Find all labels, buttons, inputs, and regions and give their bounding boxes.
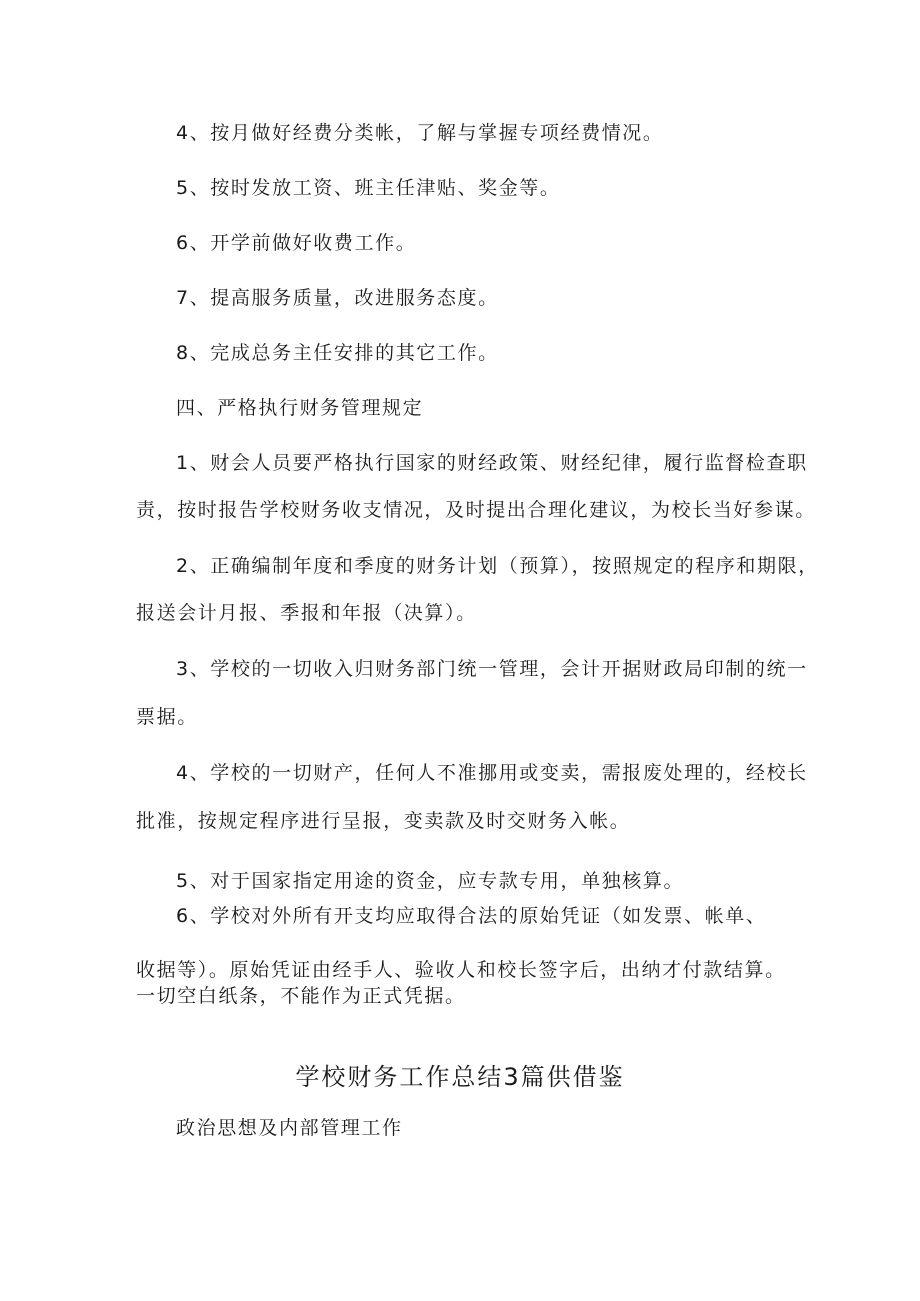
rule-6-line-3: 一切空白纸条，不能作为正式凭据。: [136, 985, 466, 1007]
item-4-accounts: 4、按月做好经费分类帐，了解与掌握专项经费情况。: [176, 122, 664, 144]
item-7-service: 7、提高服务质量，改进服务态度。: [176, 287, 499, 309]
rule-2-line-1: 2、正确编制年度和季度的财务计划（预算），按照规定的程序和期限，: [176, 555, 819, 577]
rule-3-line-1: 3、学校的一切收入归财务部门统一管理，会计开据财政局印制的统一: [176, 658, 808, 680]
rule-1-line-1: 1、财会人员要严格执行国家的财经政策、财经纪律，履行监督检查职: [176, 452, 808, 474]
rule-5: 5、对于国家指定用途的资金，应专款专用，单独核算。: [176, 870, 685, 892]
rule-2-line-2: 报送会计月报、季报和年报（决算）。: [136, 602, 477, 624]
rule-6-line-2: 收据等）。原始凭证由经手人、验收人和校长签字后，出纳才付款结算。: [136, 959, 786, 981]
rule-6-line-1: 6、学校对外所有开支均应取得合法的原始凭证（如发票、帐单、: [176, 905, 767, 927]
section-4-heading: 四、严格执行财务管理规定: [176, 397, 424, 419]
rule-4-line-2: 批准，按规定程序进行呈报，变卖款及时交财务入帐。: [136, 810, 631, 832]
rule-4-line-1: 4、学校的一切财产，任何人不准挪用或变卖，需报废处理的，经校长: [176, 762, 808, 784]
item-5-wages: 5、按时发放工资、班主任津贴、奖金等。: [176, 177, 561, 199]
sub-heading: 政治思想及内部管理工作: [176, 1117, 403, 1139]
rule-3-line-2: 票据。: [136, 706, 198, 728]
item-8-other: 8、完成总务主任安排的其它工作。: [176, 342, 499, 364]
document-title: 学校财务工作总结3篇供借鉴: [295, 1063, 625, 1091]
rule-1-line-2: 责，按时报告学校财务收支情况，及时提出合理化建议，为校长当好参谋。: [136, 499, 816, 521]
item-6-fees: 6、开学前做好收费工作。: [176, 232, 417, 254]
